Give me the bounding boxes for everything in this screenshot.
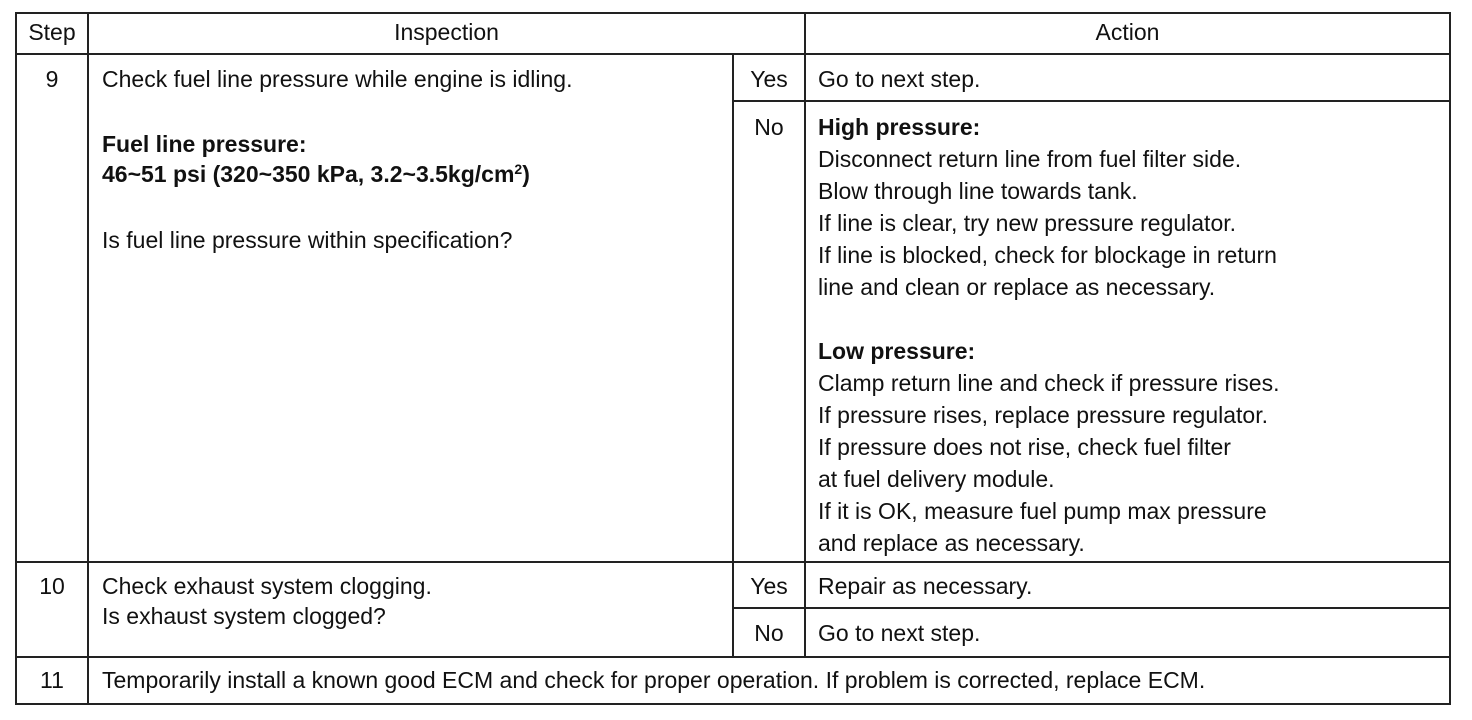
row10-bottom-divider <box>15 656 1451 658</box>
fuel-pressure-spec-value: 46~51 psi (320~350 kPa, $3.2\sim 3.5kg/cm^2$) <box>102 161 530 187</box>
table-border-top <box>15 12 1451 14</box>
header-inspection: Inspection <box>394 19 499 45</box>
low-pressure-step: If pressure rises, replace pressure regulator. <box>818 402 1268 428</box>
row10-yes-label: Yes <box>750 573 788 599</box>
row9-yes-label: Yes <box>750 66 788 92</box>
table-border-right <box>1449 12 1451 705</box>
high-pressure-step: Blow through line towards tank. <box>818 178 1138 204</box>
header-step: Step <box>28 19 76 45</box>
row9-yes-action: Go to next step. <box>818 66 981 92</box>
row10-no-label: No <box>754 620 784 646</box>
row9-inspection-instruction: Check fuel line pressure while engine is idling. <box>102 66 573 92</box>
high-pressure-step: If line is blocked, check for blockage in return <box>818 242 1277 268</box>
row10-yes-action: Repair as necessary. <box>818 573 1033 599</box>
row10-no-action: Go to next step. <box>818 620 981 646</box>
row10-yes-divider <box>732 607 1451 609</box>
high-pressure-step: line and clean or replace as necessary. <box>818 274 1216 300</box>
row11-instruction: Temporarily install a known good ECM and check for proper operation. If problem is corrected, replace ECM. <box>102 667 1206 693</box>
troubleshooting-table <box>15 12 1451 705</box>
low-pressure-step: If it is OK, measure fuel pump max pressure <box>818 498 1267 524</box>
low-pressure-step: at fuel delivery module. <box>818 466 1055 492</box>
row10-inspection-instruction: Check exhaust system clogging. <box>102 573 432 599</box>
row9-no-action <box>818 111 1279 559</box>
high-pressure-step: If line is clear, try new pressure regulator. <box>818 210 1237 236</box>
low-pressure-step: Clamp return line and check if pressure rises. <box>818 370 1280 396</box>
table-border-bottom <box>15 703 1451 705</box>
step-number-10: 10 <box>39 573 65 599</box>
spacer <box>818 303 1279 335</box>
fuel-pressure-spec-label: Fuel line pressure: <box>102 131 307 157</box>
low-pressure-step: If pressure does not rise, check fuel filter <box>818 434 1231 460</box>
row9-yes-divider <box>732 100 1451 102</box>
high-pressure-step: Disconnect return line from fuel filter side. <box>818 146 1242 172</box>
low-pressure-step: and replace as necessary. <box>818 530 1085 556</box>
header-action: Action <box>1095 19 1160 45</box>
high-pressure-heading: High pressure: <box>818 114 981 140</box>
row9-no-label: No <box>754 114 784 140</box>
row10-question: Is exhaust system clogged? <box>102 603 386 629</box>
yesno-action-divider-row9 <box>804 53 806 561</box>
step-number-9: 9 <box>45 66 59 92</box>
step-number-11: 11 <box>40 667 64 693</box>
yesno-action-divider-row10 <box>804 561 806 656</box>
row9-question: Is fuel line pressure within specification? <box>102 227 513 253</box>
step-column-divider <box>87 12 89 705</box>
low-pressure-heading: Low pressure: <box>818 338 976 364</box>
